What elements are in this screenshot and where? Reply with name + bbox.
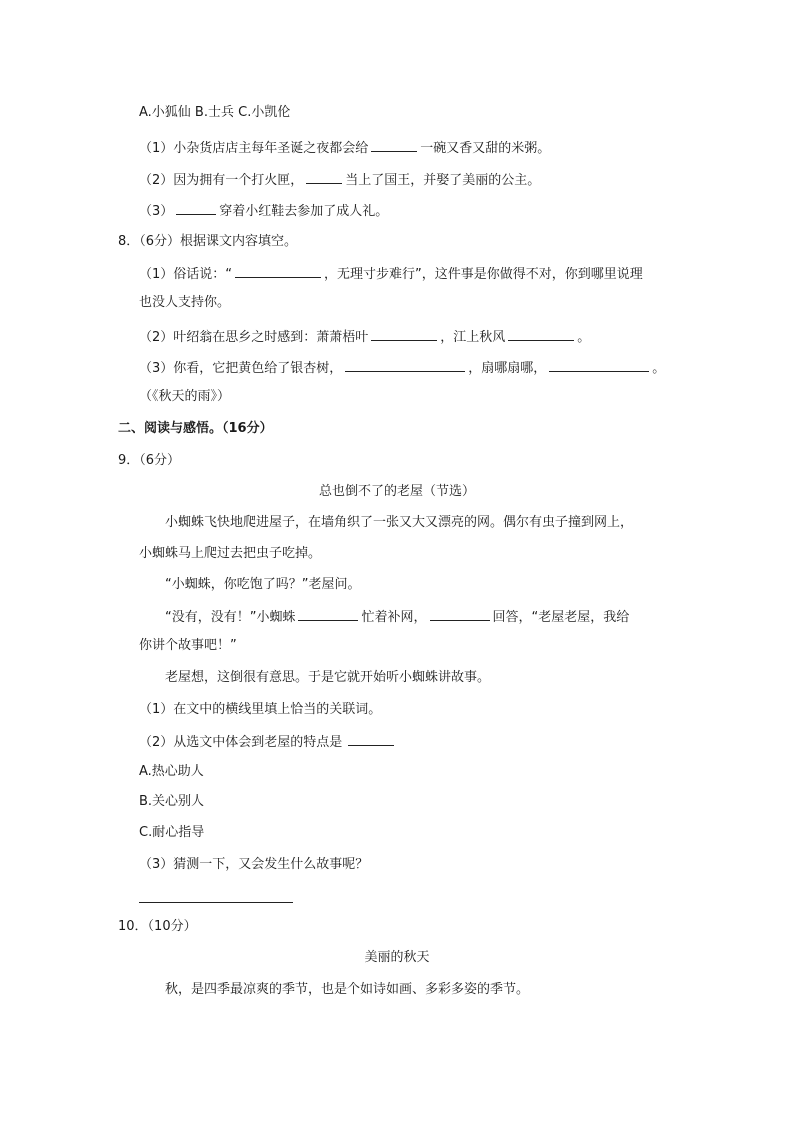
q8-item-1 <box>139 264 643 284</box>
q9-paragraph-3-line-2: 你讲个故事吧！” <box>139 638 237 653</box>
q8-item-2-text-c: 。 <box>577 330 591 345</box>
q9-subquestion-2 <box>139 732 397 752</box>
q8-blank-2[interactable] <box>371 327 437 341</box>
q8-item-2-text-b: ，江上秋风 <box>440 330 506 345</box>
q9-passage-title: 总也倒不了的老屋（节选） <box>318 484 475 499</box>
q7-blank-2[interactable] <box>306 170 342 184</box>
q9-blank-2[interactable] <box>430 607 490 621</box>
q7-item-1-text-a: （1）小杂货店店主每年圣诞之夜都会给 <box>139 141 369 156</box>
q8-blank-3[interactable] <box>508 327 574 341</box>
q9-paragraph-4: 老屋想，这倒很有意思。于是它就开始听小蜘蛛讲故事。 <box>165 670 491 685</box>
section-2-heading: 二、阅读与感悟。（16分） <box>118 421 273 436</box>
q8-item-1-text-b: ，无理寸步难行”，这件事是你做得不对，你到哪里说理 <box>324 267 643 282</box>
q9-blank-1[interactable] <box>298 607 358 621</box>
q9-blank-3[interactable] <box>348 732 394 746</box>
q8-item-1-text-a: （1）俗话说：“ <box>139 267 233 282</box>
q7-item-2-text-a: （2）因为拥有一个打火匣， <box>139 173 304 188</box>
q7-item-2-text-b: 当上了国王，并娶了美丽的公主。 <box>345 173 541 188</box>
q8-blank-1[interactable] <box>235 264 321 278</box>
q7-item-3-text-a: （3） <box>139 204 174 219</box>
q8-item-3 <box>139 358 665 378</box>
q7-item-1 <box>139 138 550 158</box>
q8-item-3-text-a: （3）你看，它把黄色给了银杏树， <box>139 361 343 376</box>
q9-heading: 9．（6分） <box>118 453 181 468</box>
q9-paragraph-2: “小蜘蛛，你吃饱了吗？”老屋问。 <box>165 577 361 592</box>
q9-paragraph-1-line-2: 小蜘蛛马上爬过去把虫子吃掉。 <box>139 546 322 561</box>
q8-source: （《秋天的雨》） <box>139 389 231 404</box>
q8-blank-4[interactable] <box>345 358 465 372</box>
q7-item-2 <box>139 170 540 190</box>
q9-option-c: C.耐心指导 <box>139 825 205 840</box>
q7-options: A.小狐仙 B.士兵 C.小凯伦 <box>139 105 291 120</box>
q9-subquestion-3: （3）猜测一下，又会发生什么故事呢？ <box>139 857 369 872</box>
q9-paragraph-1-line-1: 小蜘蛛飞快地爬进屋子，在墙角织了一张又大又漂亮的网。偶尔有虫子撞到网上， <box>165 515 634 530</box>
q8-item-3-text-c: 。 <box>652 361 666 376</box>
q8-heading: 8．（6分）根据课文内容填空。 <box>118 234 298 249</box>
q8-item-3-text-b: ，扇哪扇哪， <box>468 361 547 376</box>
q7-blank-1[interactable] <box>371 138 417 152</box>
q7-item-3-text-b: 穿着小红鞋去参加了成人礼。 <box>219 204 389 219</box>
q9-option-a: A.热心助人 <box>139 764 204 779</box>
q10-passage-title: 美丽的秋天 <box>364 950 430 965</box>
q9-paragraph-3-text-b: 忙着补网， <box>361 610 427 625</box>
q9-subquestion-2-text: （2）从选文中体会到老屋的特点是 <box>139 735 343 750</box>
q7-item-1-text-b: 一碗又香又甜的米粥。 <box>420 141 551 156</box>
q9-subquestion-1: （1）在文中的横线里填上恰当的关联词。 <box>139 702 382 717</box>
q8-item-2-text-a: （2）叶绍翁在思乡之时感到：萧萧梧叶 <box>139 330 369 345</box>
q9-answer-line[interactable] <box>139 902 293 903</box>
q10-heading: 10．（10分） <box>118 919 197 934</box>
q10-paragraph-1: 秋，是四季最凉爽的季节，也是个如诗如画、多彩多姿的季节。 <box>165 982 530 997</box>
q9-option-b: B.关心别人 <box>139 794 205 809</box>
q7-item-3 <box>139 201 388 221</box>
q8-blank-5[interactable] <box>549 358 649 372</box>
q8-item-1-cont: 也没人支持你。 <box>139 295 231 310</box>
q9-paragraph-3-text-c: 回答，“老屋老屋，我给 <box>492 610 630 625</box>
q8-item-2 <box>139 327 590 347</box>
q7-blank-3[interactable] <box>176 201 216 215</box>
q9-paragraph-3-text-a: “没有，没有！”小蜘蛛 <box>165 610 296 625</box>
q9-paragraph-3-line-1 <box>165 607 629 627</box>
